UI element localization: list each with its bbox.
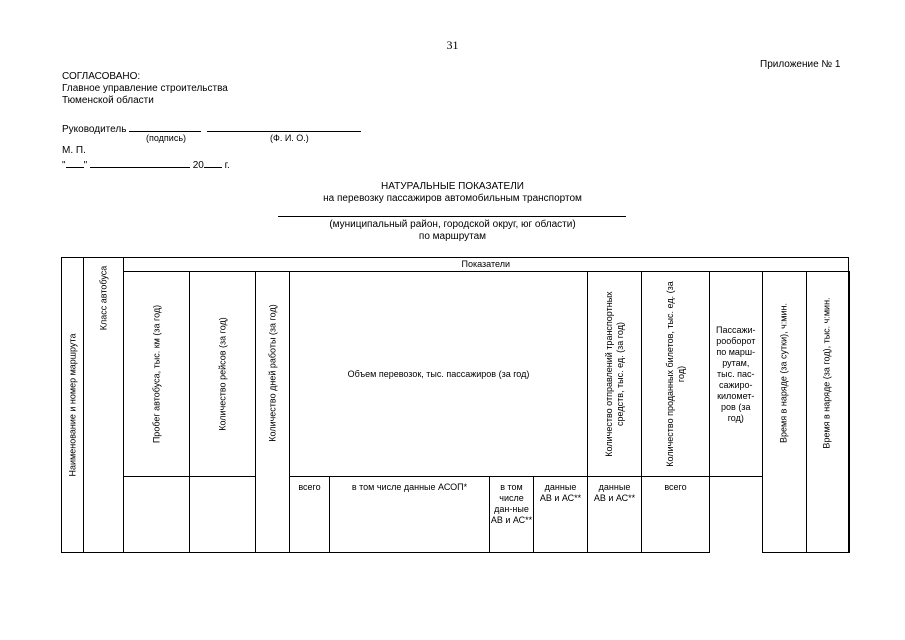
sub-av-ac-3: данные АВ и АС** (588, 477, 642, 553)
approval-org-line2: Тюменской области (62, 95, 154, 106)
approval-org-line1: Главное управление строительства (62, 83, 228, 94)
header-tickets: Количество проданных билетов, тыс. ед. (за год) (642, 272, 710, 477)
name-blank (207, 121, 361, 132)
stamp-label: М. П. (62, 145, 86, 156)
year-suffix: г. (224, 160, 230, 171)
date-line (62, 157, 230, 171)
header-workdays: Количество дней работы (за год) (256, 272, 290, 553)
header-bus-class: Класс автобуса (84, 258, 124, 553)
appendix-label: Приложение № 1 (760, 59, 841, 70)
document-subtitle: на перевозку пассажиров автомобильным транспортом (323, 193, 582, 204)
header-time-day: Время в наряде (за сутки), ч:мин. (762, 272, 806, 553)
header-route: Наименование и номер маршрута (62, 258, 84, 553)
name-hint: (Ф. И. О.) (270, 133, 309, 143)
sub-total-1: всего (290, 477, 330, 553)
region-fill-line (278, 216, 626, 217)
quote-open: " (62, 160, 66, 171)
header-trips: Количество рейсов (за год) (190, 272, 256, 477)
page-number: 31 (446, 38, 459, 52)
head-signature-line (62, 121, 361, 135)
header-volume: Объем перевозок, тыс. пассажиров (за год) (290, 272, 588, 477)
quote-close: " (83, 160, 88, 171)
signature-hint: (подпись) (146, 133, 187, 143)
header-time-year: Время в наряде (за год), тыс. ч:мин. (806, 272, 848, 553)
sub-av-ac-1: в том числе дан-ные АВ и АС** (490, 477, 534, 553)
document-title: НАТУРАЛЬНЫЕ ПОКАЗАТЕЛИ (381, 181, 524, 192)
region-hint: (муниципальный район, городской округ, юг области) (329, 219, 576, 230)
indicators-table (61, 257, 850, 553)
sub-av-ac-2: данные АВ и АС** (534, 477, 588, 553)
signature-blank (129, 121, 201, 132)
sub-total-2: всего (642, 477, 710, 553)
header-passenger-km: Пассажи-рооборот по марш-рутам, тыс. пас-сажиро-километ-ров (за год) (710, 272, 763, 477)
header-indicators-group: Показатели (124, 258, 849, 272)
month-blank (90, 157, 190, 168)
approval-agreed: СОГЛАСОВАНО: (62, 71, 141, 82)
head-label: Руководитель (62, 124, 127, 135)
day-blank (66, 157, 84, 168)
year-prefix: 20 (192, 160, 204, 171)
trips-continued (190, 477, 256, 553)
header-time-split (848, 272, 849, 553)
year-blank (204, 157, 222, 168)
by-routes-label: по маршрутам (418, 231, 487, 242)
sub-asop: в том числе данные АСОП* (330, 477, 490, 553)
header-dispatch: Количество отправлений транспортных средств, тыс. ед. (за год) (588, 272, 642, 477)
mileage-continued (124, 477, 190, 553)
header-mileage: Пробег автобуса, тыс. км (за год) (124, 272, 190, 477)
